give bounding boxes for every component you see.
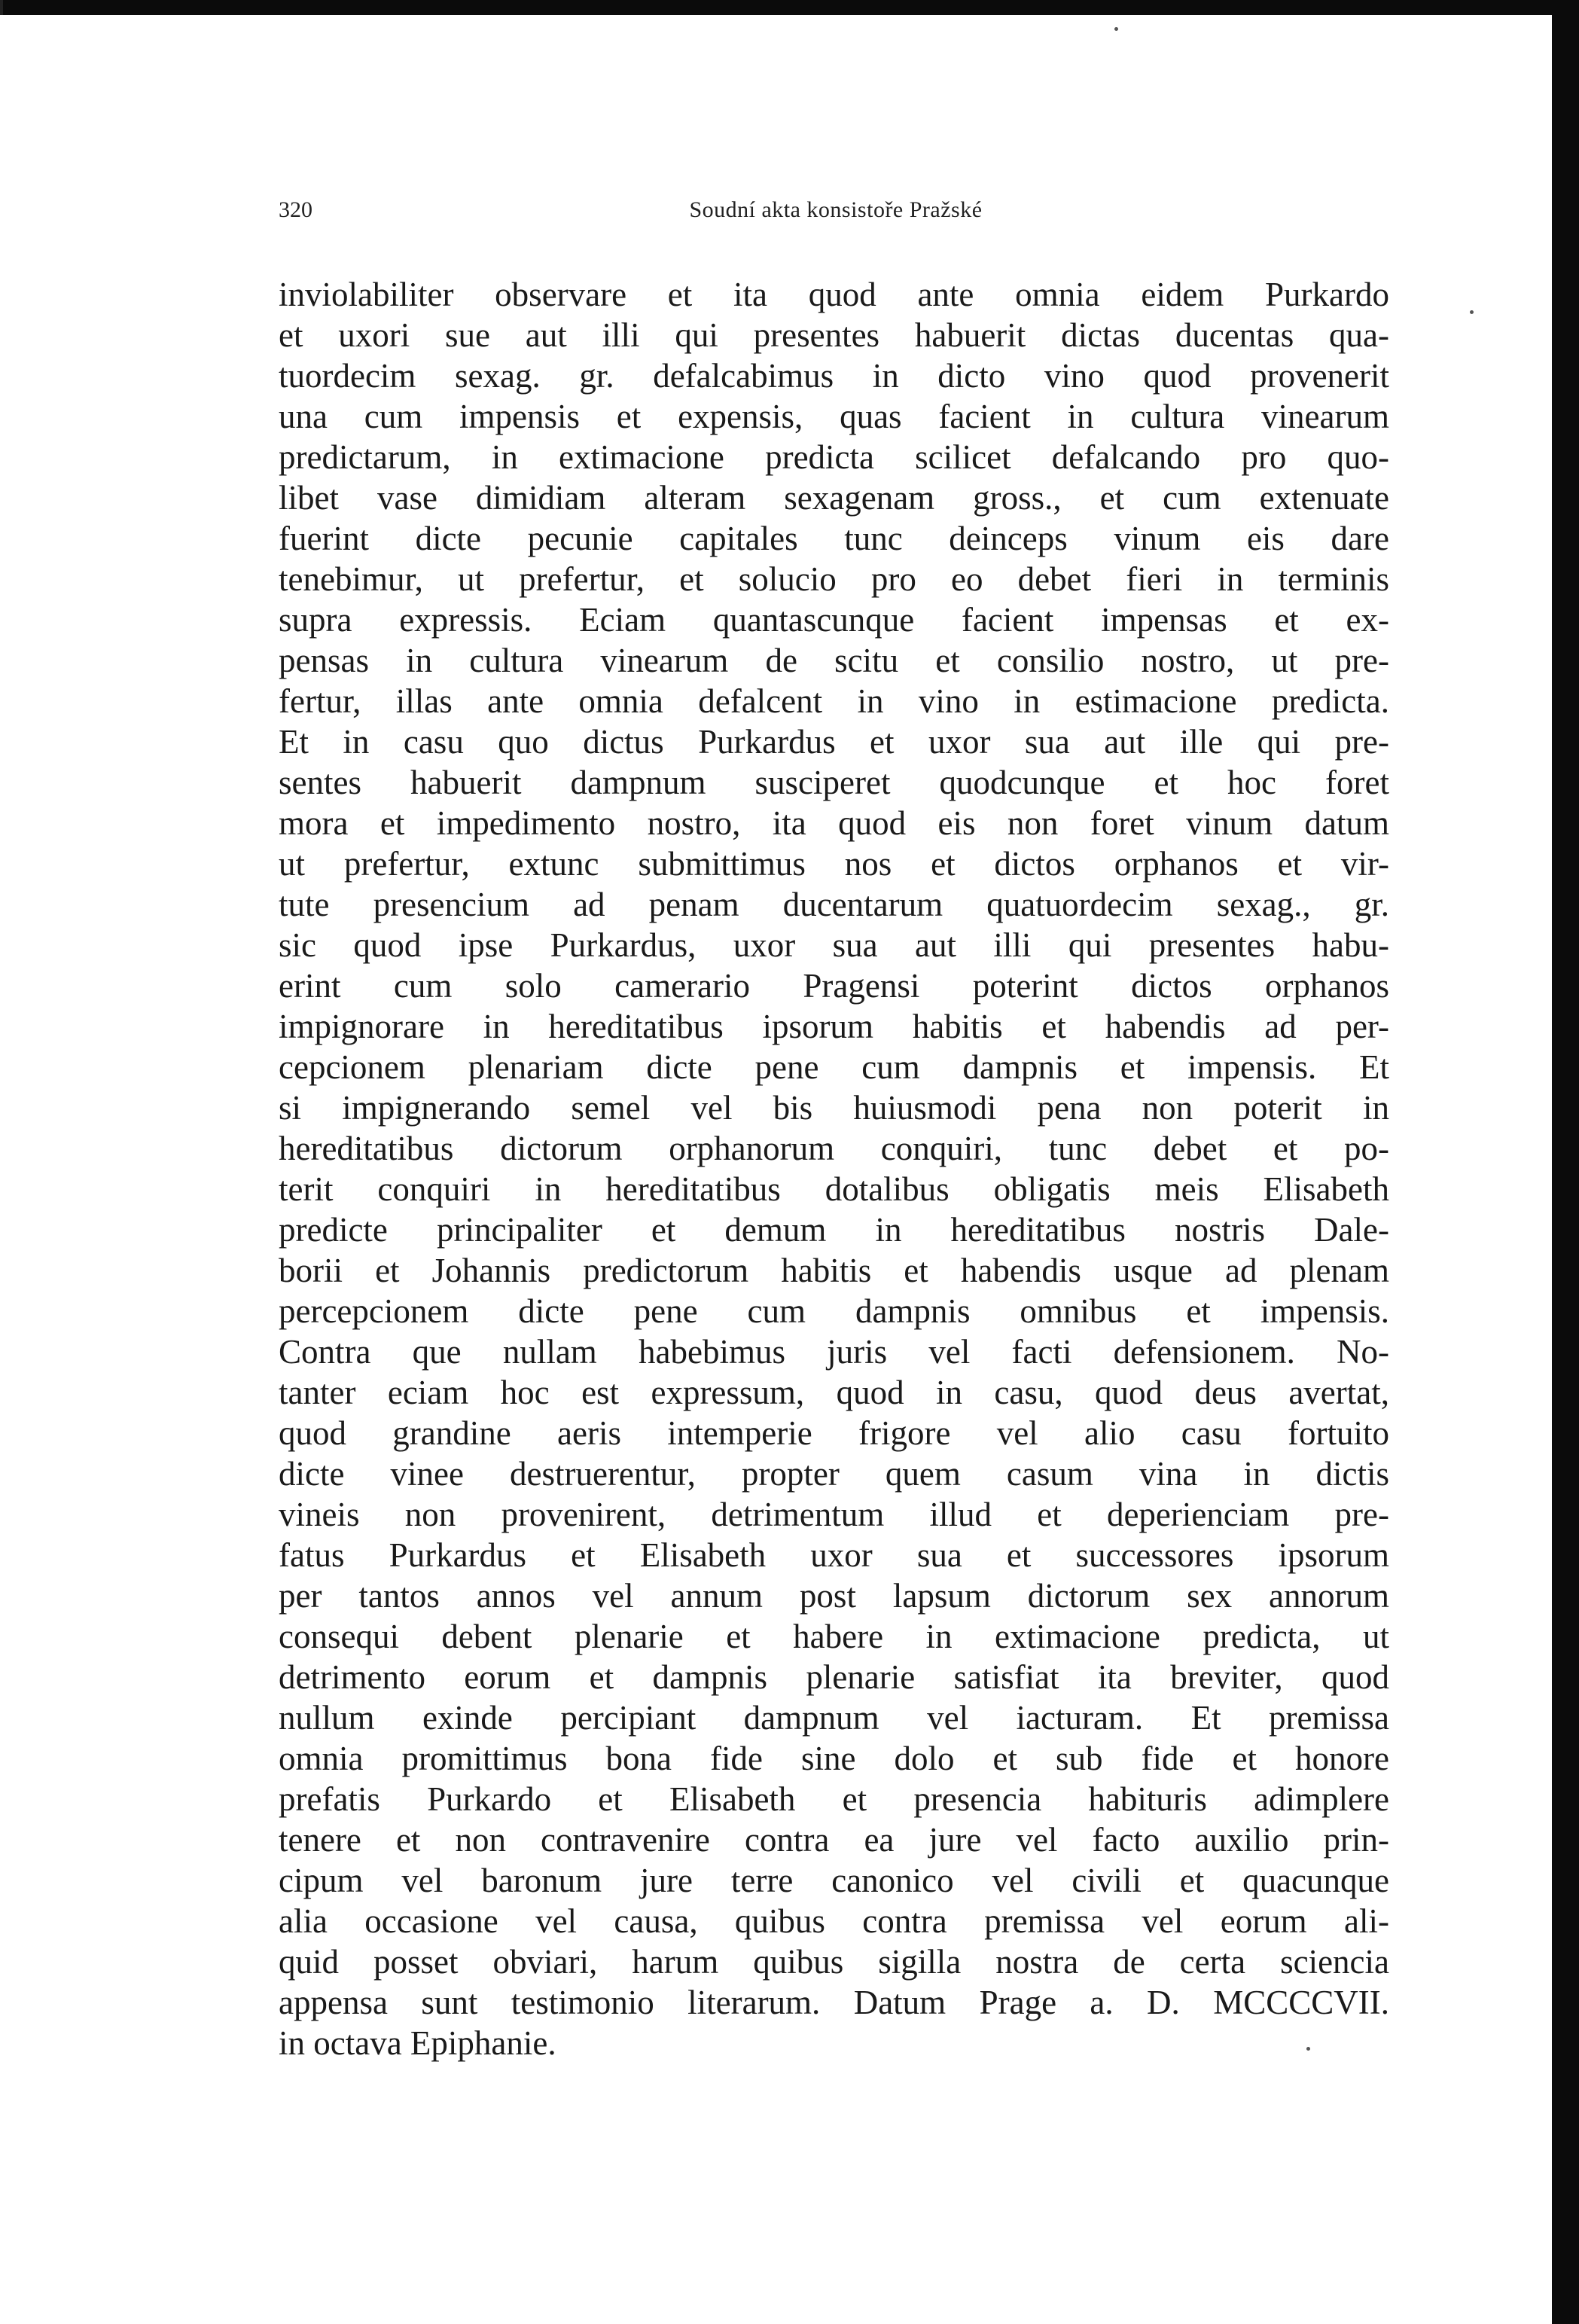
running-title: Soudní akta konsistoře Pražské — [689, 197, 983, 222]
text-line: tenebimur, ut prefertur, et solucio pro eo debet fieri in terminis — [279, 560, 1389, 598]
text-line: fuerint dicte pecunie capitales tunc deinceps vinum eis dare — [279, 520, 1389, 557]
text-line: cepcionem plenariam dicte pene cum dampnis et impensis. Et — [279, 1048, 1389, 1086]
scan-border-top — [0, 0, 1579, 15]
body-text — [279, 274, 1389, 2063]
text-line: cipum vel baronum jure terre canonico vel civili et quacunque — [279, 1862, 1389, 1899]
text-line: una cum impensis et expensis, quas facient in cultura vinearum — [279, 398, 1389, 435]
text-line: nullum exinde percipiant dampnum vel iacturam. Et premissa — [279, 1699, 1389, 1737]
text-line: omnia promittimus bona fide sine dolo et sub fide et honore — [279, 1740, 1389, 1777]
text-line: Contra que nullam habebimus juris vel facti defensionem. No- — [279, 1333, 1389, 1371]
text-line: pensas in cultura vinearum de scitu et consilio nostro, ut pre- — [279, 642, 1389, 679]
text-line: si impignerando semel vel bis huiusmodi pena non poterit in — [279, 1089, 1389, 1127]
text-line: mora et impedimento nostro, ita quod eis non foret vinum datum — [279, 804, 1389, 842]
text-line: appensa sunt testimonio literarum. Datum Prage a. D. MCCCCVII. — [279, 1984, 1389, 2021]
text-line: vineis non provenirent, detrimentum illud et deperienciam pre- — [279, 1496, 1389, 1533]
text-line: consequi debent plenarie et habere in extimacione predicta, ut — [279, 1618, 1389, 1655]
text-line: tanter eciam hoc est expressum, quod in casu, quod deus avertat, — [279, 1374, 1389, 1411]
text-line: dicte vinee destruerentur, propter quem casum vina in dictis — [279, 1455, 1389, 1493]
text-line: supra expressis. Eciam quantascunque facient impensas et ex- — [279, 601, 1389, 639]
text-line: per tantos annos vel annum post lapsum dictorum sex annorum — [279, 1577, 1389, 1615]
text-line: terit conquiri in hereditatibus dotalibus obligatis meis Elisabeth — [279, 1170, 1389, 1208]
scan-speck — [1470, 310, 1474, 314]
text-line: fertur, illas ante omnia defalcent in vino in estimacione predicta. — [279, 682, 1389, 720]
text-line: predictarum, in extimacione predicta scilicet defalcando pro quo- — [279, 438, 1389, 476]
text-line: fatus Purkardus et Elisabeth uxor sua et successores ipsorum — [279, 1536, 1389, 1574]
scan-border-right — [1552, 0, 1579, 2324]
page-number: 320 — [279, 197, 312, 222]
text-line: quod grandine aeris intemperie frigore vel alio casu fortuito — [279, 1414, 1389, 1452]
text-line: tute presencium ad penam ducentarum quatuordecim sexag., gr. — [279, 886, 1389, 923]
text-line: tuordecim sexag. gr. defalcabimus in dicto vino quod provenerit — [279, 357, 1389, 395]
text-line: borii et Johannis predictorum habitis et habendis usque ad plenam — [279, 1252, 1389, 1289]
scan-speck — [1114, 27, 1118, 31]
text-line: ut prefertur, extunc submittimus nos et dictos orphanos et vir- — [279, 845, 1389, 883]
text-line: inviolabiliter observare et ita quod ante omnia eidem Purkardo — [279, 276, 1389, 313]
text-line: predicte principaliter et demum in hereditatibus nostris Dale- — [279, 1211, 1389, 1249]
scan-speck — [1306, 2047, 1310, 2051]
text-line: alia occasione vel causa, quibus contra premissa vel eorum ali- — [279, 1902, 1389, 1940]
text-line: detrimento eorum et dampnis plenarie satisfiat ita breviter, quod — [279, 1658, 1389, 1696]
text-line: et uxori sue aut illi qui presentes habuerit dictas ducentas qua- — [279, 316, 1389, 354]
book-page — [0, 15, 1552, 2324]
text-line: sic quod ipse Purkardus, uxor sua aut illi qui presentes habu- — [279, 926, 1389, 964]
text-line: Et in casu quo dictus Purkardus et uxor sua aut ille qui pre- — [279, 723, 1389, 761]
running-head — [279, 193, 1393, 227]
text-line: hereditatibus dictorum orphanorum conquiri, tunc debet et po- — [279, 1130, 1389, 1167]
text-line: erint cum solo camerario Pragensi poterint dictos orphanos — [279, 967, 1389, 1005]
text-line: in octava Epiphanie. — [279, 2024, 556, 2062]
text-line: quid posset obviari, harum quibus sigilla nostra de certa sciencia — [279, 1943, 1389, 1981]
text-line: libet vase dimidiam alteram sexagenam gross., et cum extenuate — [279, 479, 1389, 517]
text-line: prefatis Purkardo et Elisabeth et presencia habituris adimplere — [279, 1780, 1389, 1818]
text-line: impignorare in hereditatibus ipsorum habitis et habendis ad per- — [279, 1008, 1389, 1045]
text-line: sentes habuerit dampnum susciperet quodcunque et hoc foret — [279, 764, 1389, 801]
text-line: tenere et non contravenire contra ea jure vel facto auxilio prin- — [279, 1821, 1389, 1859]
text-line: percepcionem dicte pene cum dampnis omnibus et impensis. — [279, 1292, 1389, 1330]
